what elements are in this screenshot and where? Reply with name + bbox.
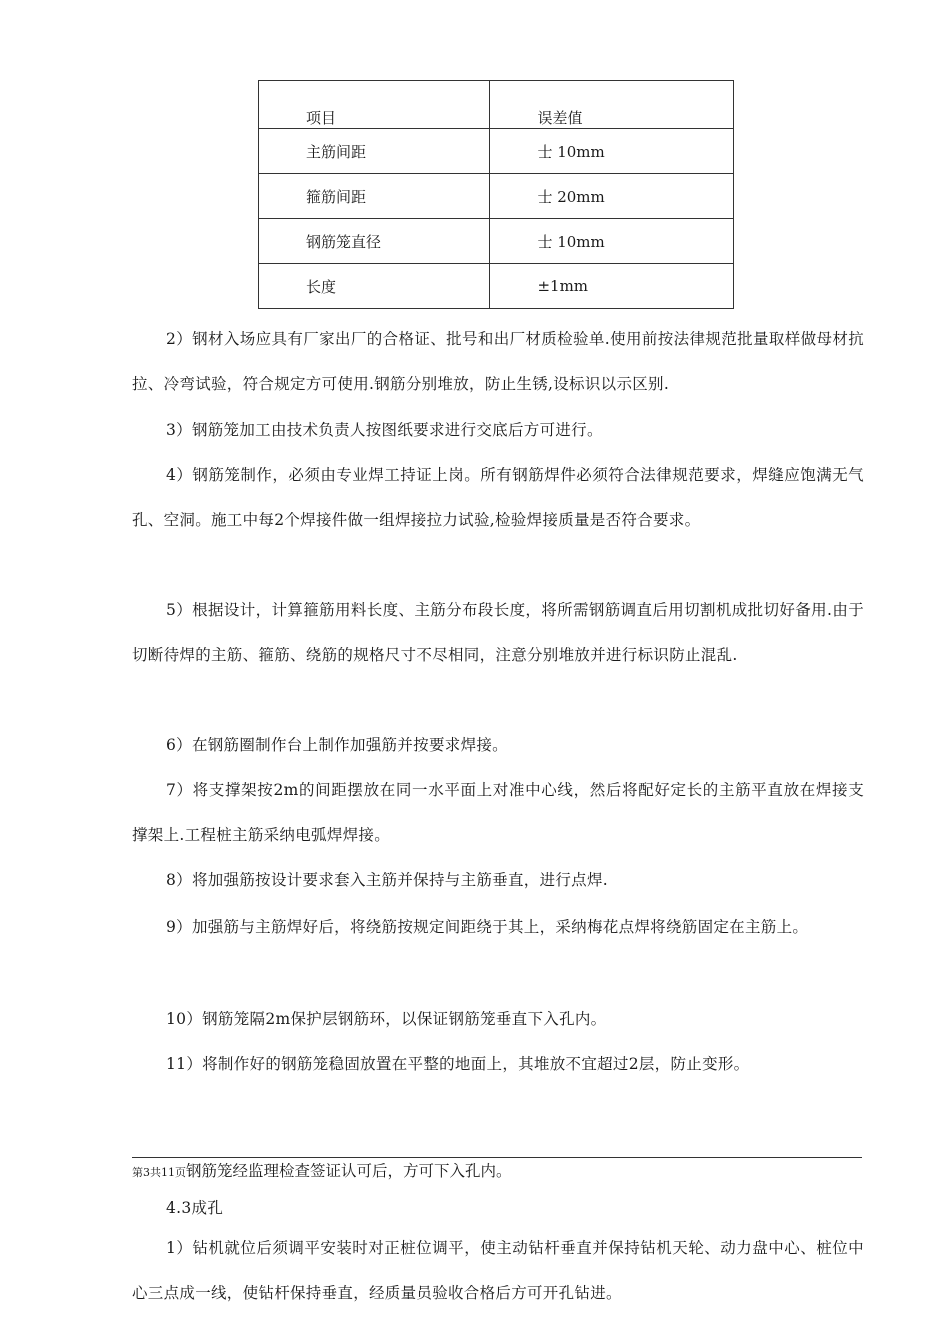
paragraph-9: 9）加强筋与主筋焊好后，将绕筋按规定间距绕于其上，采纳梅花点焊将绕筋固定在主筋上。 xyxy=(166,918,809,936)
page-number: 第3共11页 xyxy=(132,1166,186,1179)
footer-line xyxy=(132,1158,512,1186)
footer-continuation: 钢筋笼经监理检查签证认可后，方可下入孔内。 xyxy=(186,1162,512,1180)
paragraph-2: 2）钢材入场应具有厂家出厂的合格证、批号和出厂材质检验单.使用前按法律规范批量取样做母材抗拉、冷弯试验，符合规定方可使用.钢筋分别堆放，防止生锈,设标识以示区别. xyxy=(132,330,864,393)
table-header-row xyxy=(259,81,734,129)
table-row xyxy=(259,264,734,309)
row-value: 士 10mm xyxy=(490,219,734,264)
section-paragraph-1: 1）钻机就位后须调平安装时对正桩位调平，使主动钻杆垂直并保持钻机天轮、动力盘中心、桩位中心三点成一线，使钻杆保持垂直，经质量员验收合格后方可开孔钻进。 xyxy=(132,1239,864,1302)
tolerance-table xyxy=(258,80,734,309)
table-row xyxy=(259,129,734,174)
header-value: 误差值 xyxy=(490,81,734,129)
row-value: 士 10mm xyxy=(490,129,734,174)
row-item: 钢筋笼直径 xyxy=(259,219,490,264)
table-row xyxy=(259,174,734,219)
paragraph-8: 8）将加强筋按设计要求套入主筋并保持与主筋垂直，进行点焊. xyxy=(166,871,608,889)
table-row xyxy=(259,219,734,264)
paragraph-10: 10）钢筋笼隔2m保护层钢筋环，以保证钢筋笼垂直下入孔内。 xyxy=(166,1010,607,1028)
row-value: ±1mm xyxy=(490,264,734,309)
row-item: 主筋间距 xyxy=(259,129,490,174)
paragraph-4: 4）钢筋笼制作，必须由专业焊工持证上岗。所有钢筋焊件必须符合法律规范要求，焊缝应饱满无气孔、空洞。施工中每2个焊接件做一组焊接拉力试验,检验焊接质量是否符合要求。 xyxy=(132,466,864,529)
section-heading: 4.3成孔 xyxy=(166,1199,224,1217)
paragraph-5: 5）根据设计，计算箍筋用料长度、主筋分布段长度，将所需钢筋调直后用切割机成批切好备用.由于切断待焊的主筋、箍筋、绕筋的规格尺寸不尽相同，注意分别堆放并进行标识防止混乱. xyxy=(132,601,864,664)
paragraph-6: 6）在钢筋圈制作台上制作加强筋并按要求焊接。 xyxy=(166,736,508,754)
paragraph-3: 3）钢筋笼加工由技术负责人按图纸要求进行交底后方可进行。 xyxy=(166,421,603,439)
paragraph-7: 7）将支撑架按2m的间距摆放在同一水平面上对准中心线，然后将配好定长的主筋平直放在焊接支撑架上.工程桩主筋采纳电弧焊焊接。 xyxy=(132,781,864,844)
row-item: 箍筋间距 xyxy=(259,174,490,219)
row-item: 长度 xyxy=(259,264,490,309)
header-item: 项目 xyxy=(259,81,490,129)
paragraph-11: 11）将制作好的钢筋笼稳固放置在平整的地面上，其堆放不宜超过2层，防止变形。 xyxy=(166,1055,750,1073)
row-value: 士 20mm xyxy=(490,174,734,219)
